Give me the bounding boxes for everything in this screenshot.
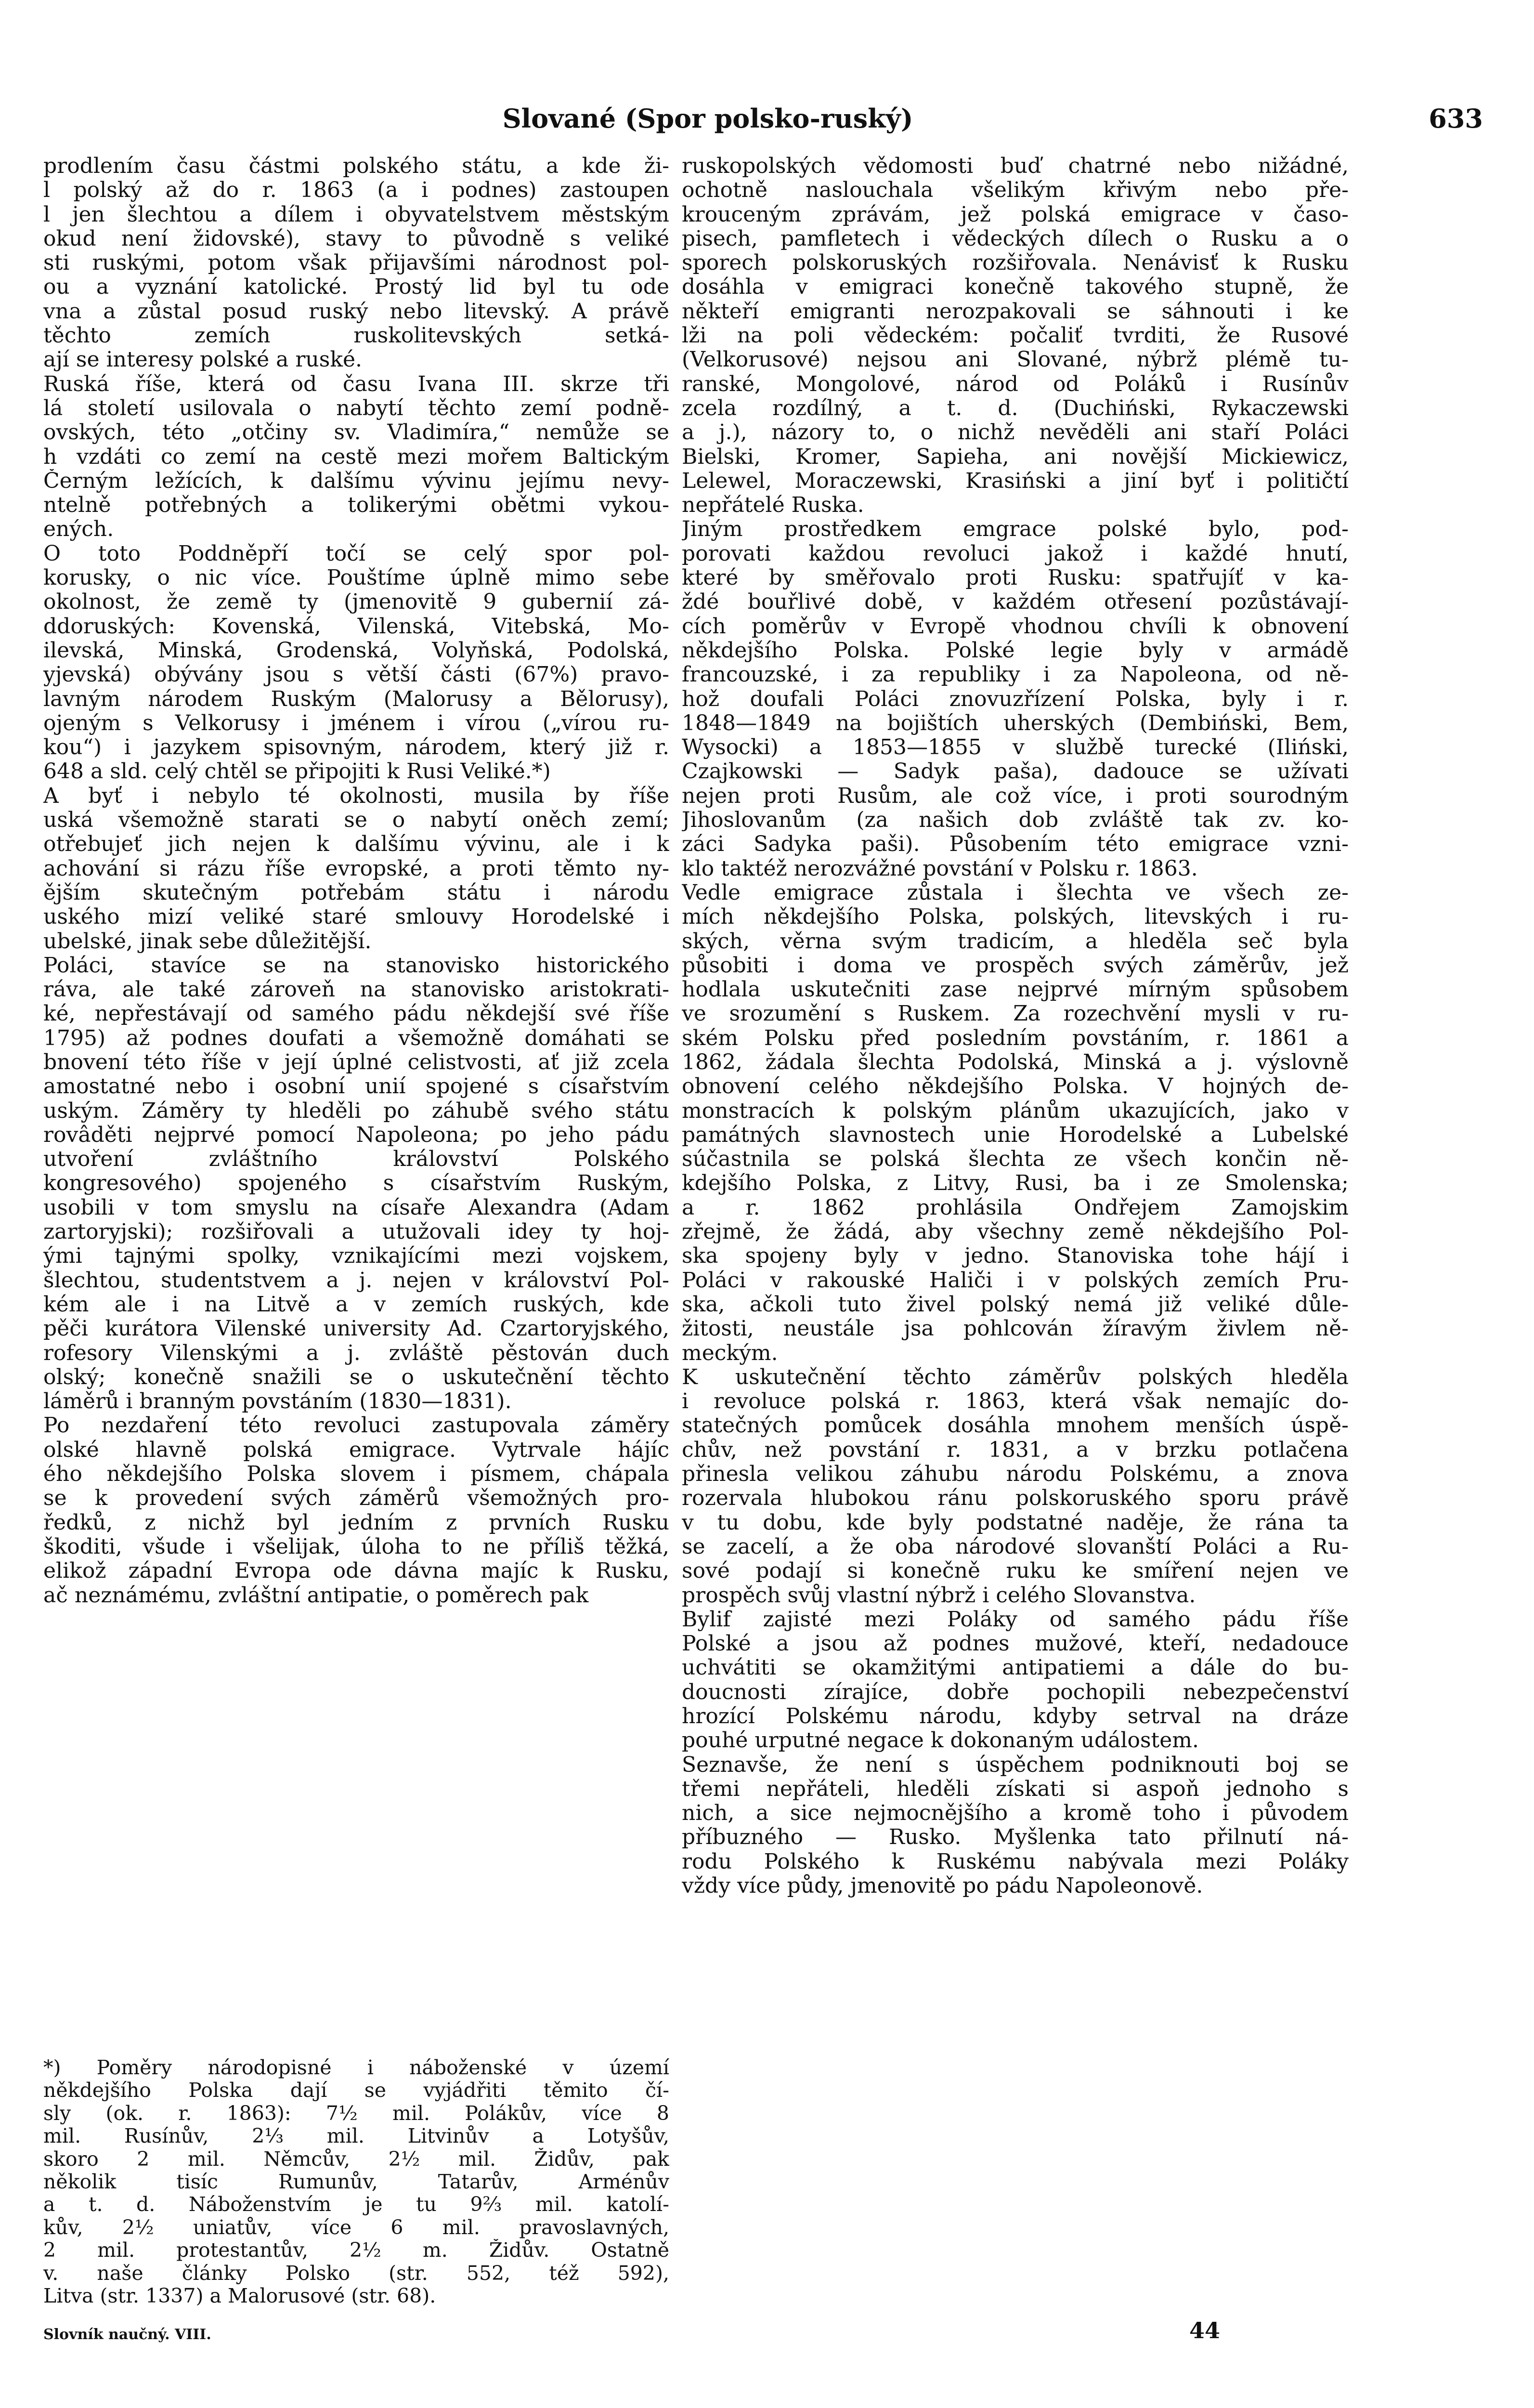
text-line: cích poměrův v Evropě vhodnou chvíli k obnovení xyxy=(682,614,1349,639)
text-line: ými tajnými spolky, vznikajícími mezi vojskem, xyxy=(43,1244,669,1269)
text-line: ějším skutečným potřebám státu i národu xyxy=(43,880,669,905)
text-line: ntelně potřebných a tolikerými obětmi vykou- xyxy=(43,493,669,518)
text-line: doucnosti zírajíce, dobře pochopili nebezpečenství xyxy=(682,1680,1349,1704)
text-line: přinesla velikou záhubu národu Polskému, a znova xyxy=(682,1462,1349,1487)
text-line: prospěch svůj vlastní nýbrž i celého Slovanstva. xyxy=(682,1583,1196,1608)
text-line: ovských, této „otčiny sv. Vladimíra,“ nemůže se xyxy=(43,420,669,445)
text-line: ždé bouřlivé době, v každém otřesení pozůstávají- xyxy=(682,590,1349,615)
text-line: achování si rázu říše evropské, a proti těmto ny- xyxy=(43,856,669,881)
text-line: uchvátiti se okamžitými antipatiemi a dále do bu- xyxy=(682,1656,1349,1680)
text-line: pěči kurátora Vilenské university Ad. Czartoryjského, xyxy=(43,1317,669,1341)
text-line: hodlala uskutečniti zase nejprvé mírným spůsobem xyxy=(682,978,1349,1002)
text-line: se k provedení svých záměrů všemožných pro- xyxy=(43,1486,669,1511)
text-line: nich, a sice nejmocnějšího a kromě toho i původem xyxy=(682,1801,1349,1826)
footnote-line: *) Poměry národopisné i náboženské v území xyxy=(43,2056,669,2079)
text-line: působiti i doma ve prospěch svých záměrův, jež xyxy=(682,953,1349,978)
text-line: vždy více půdy, jmenovitě po pádu Napoleonově. xyxy=(682,1874,1203,1898)
text-line: ském Polsku před posledním povstáním, r. 1861 a xyxy=(682,1026,1349,1050)
text-line: někdejšího Polska. Polské legie byly v armádě xyxy=(682,638,1349,663)
text-line: ač neznámému, zvláštní antipatie, o poměrech pak xyxy=(43,1583,589,1608)
text-line: rozervala hlubokou ránu polskoruského sporu právě xyxy=(682,1486,1349,1511)
footnote-line: někdejšího Polska dají se vyjádřiti těmito čí- xyxy=(43,2079,669,2102)
text-line: Jiným prostředkem emgrace polské bylo, pod- xyxy=(682,517,1349,542)
text-line: chův, než povstání r. 1831, a v brzku potlačena xyxy=(682,1438,1349,1462)
text-line: rodu Polského k Ruskému nabývala mezi Poláky xyxy=(682,1849,1349,1874)
text-line: šlechtou, studentstvem a j. nejen v království Pol- xyxy=(43,1268,669,1293)
text-line: O toto Poddněpří točí se celý spor pol- xyxy=(43,541,669,566)
text-line: korusky, o nic více. Pouštíme úplně mimo sebe xyxy=(43,566,669,590)
text-line: Jihoslovanům (za našich dob zvláště tak zv. ko- xyxy=(682,808,1349,833)
text-line: lá století usilovala o nabytí těchto zemí podně- xyxy=(43,396,669,420)
running-title: Slované (Spor polsko-ruský) xyxy=(502,103,913,134)
text-line: 648 a sld. celý chtěl se připojiti k Rusi Veliké.*) xyxy=(43,759,551,784)
text-line: žitosti, neustále jsa pohlcován žíravým živlem ně- xyxy=(682,1317,1349,1341)
text-line: olský; konečně snažili se o uskutečnění těchto xyxy=(43,1365,669,1389)
text-line: lavným národem Ruským (Malorusy a Bělorusy), xyxy=(43,687,669,711)
text-line: láměrů i branným povstáním (1830—1831). xyxy=(43,1389,512,1414)
text-line: meckým. xyxy=(682,1341,778,1365)
text-line: zřejmě, že žádá, aby všechny země někdejšího Pol- xyxy=(682,1220,1349,1244)
footnote-line: skoro 2 mil. Němcův, 2½ mil. Židův, pak xyxy=(43,2147,669,2171)
text-line: pisech, pamfletech i vědeckých dílech o Rusku a o xyxy=(682,226,1349,251)
text-line: ska, ačkoli tuto živel polský nemá již veliké důle- xyxy=(682,1292,1349,1317)
footnote-block xyxy=(43,2056,669,2307)
text-line: ených. xyxy=(43,517,114,542)
text-line: ají se interesy polské a ruské. xyxy=(43,348,363,372)
text-line: ddoruských: Kovenská, Vilenská, Vitebská, Mo- xyxy=(43,614,669,639)
footnote-line: kův, 2½ uniatův, více 6 mil. pravoslavných, xyxy=(43,2216,669,2239)
text-line: elikož západní Evropa ode dávna majíc k Rusku, xyxy=(43,1559,669,1584)
text-line: vna a zůstal posud ruský nebo litevský. A právě xyxy=(43,299,669,324)
text-line: ké, nepřestávají od samého pádu někdejší své říše xyxy=(43,1002,669,1026)
text-line: otřebujeť jich nejen k dalšímu vývinu, ale i k xyxy=(43,832,669,857)
footnote-line: několik tisíc Rumunův, Tatarův, Arménův xyxy=(43,2171,669,2194)
text-line: amostatné nebo i osobní unií spojené s císařstvím xyxy=(43,1074,669,1099)
text-line: 1795) až podnes doufati a všemožně domáhati se xyxy=(43,1026,669,1050)
text-line: klo taktéž nerozvážné povstání v Polsku r. 1863. xyxy=(682,856,1198,881)
text-line: někteří emigranti nerozpakovali se sáhnouti i ke xyxy=(682,299,1349,324)
text-line: nepřátelé Ruska. xyxy=(682,493,864,518)
text-line: i revoluce polská r. 1863, která však nemajíc do- xyxy=(682,1389,1349,1414)
text-line: které by směřovalo proti Rusku: spatřujíť v ka- xyxy=(682,566,1349,590)
text-line: ranské, Mongolové, národ od Poláků i Rusínův xyxy=(682,372,1349,396)
text-line: mích někdejšího Polska, polských, litevských i ru- xyxy=(682,905,1349,929)
text-line: 1848—1849 na bojištích uherských (Dembiński, Bem, xyxy=(682,711,1349,735)
text-line: sporech polskoruských rozšiřovala. Nenávisť k Rusku xyxy=(682,251,1349,275)
text-line: uského mizí veliké staré smlouvy Horodelské i xyxy=(43,905,669,929)
text-line: utvoření zvláštního království Polského xyxy=(43,1147,669,1172)
text-line: Lelewel, Moraczewski, Krasiński a jiní byť i političtí xyxy=(682,469,1349,493)
text-line: uská všemožně starati se o nabytí oněch zemí; xyxy=(43,808,669,833)
text-line: Czajkowski — Sadyk paša), dadouce se užívati xyxy=(682,759,1349,784)
text-line: zcela rozdílný, a t. d. (Duchiński, Rykaczewski xyxy=(682,396,1349,420)
text-line: olské hlavně polská emigrace. Vytrvale hájíc xyxy=(43,1438,669,1462)
text-line: nejen proti Rusům, ale což více, i proti sourodným xyxy=(682,784,1349,808)
text-line: Bylif zajisté mezi Poláky od samého pádu říše xyxy=(682,1607,1349,1632)
text-line: ého někdejšího Polska slovem i písmem, chápala xyxy=(43,1462,669,1487)
text-line: ska spojeny byly v jedno. Stanoviska tohe hájí i xyxy=(682,1244,1349,1269)
sheet-mark: 44 xyxy=(1189,2317,1221,2343)
text-line: monstracích k polským plánům ukazujících, jako v xyxy=(682,1099,1349,1123)
text-line: statečných pomůcek dosáhla mnohem menších úspě- xyxy=(682,1413,1349,1438)
text-line: bnovení této říše v její úplné celistvosti, ať již zcela xyxy=(43,1050,669,1074)
text-line: a r. 1862 prohlásila Ondřejem Zamojskim xyxy=(682,1195,1349,1220)
text-line: hož doufali Poláci znovuzřízení Polska, byly i r. xyxy=(682,687,1349,711)
text-line: ojeným s Velkorusy i jménem i vírou („vírou ru- xyxy=(43,711,669,735)
page-number: 633 xyxy=(1429,103,1483,134)
text-line: obnovení celého někdejšího Polska. V hojných de- xyxy=(682,1074,1349,1099)
text-line: dosáhla v emigraci konečně takového stupně, že xyxy=(682,275,1349,300)
text-line: sové podají si konečně ruku ke smíření nejen ve xyxy=(682,1559,1349,1584)
text-line: l polský až do r. 1863 (a i podnes) zastoupen xyxy=(43,178,669,203)
text-line: ou a vyznání katolické. Prostý lid byl tu ode xyxy=(43,275,669,300)
footnote-line: Litva (str. 1337) a Malorusové (str. 68). xyxy=(43,2285,436,2308)
right-column xyxy=(682,154,1349,1898)
text-line: ve srozumění s Ruskem. Za rozechvění mysli v ru- xyxy=(682,1002,1349,1026)
text-line: Po nezdaření této revoluci zastupovala záměry xyxy=(43,1413,669,1438)
text-line: francouzské, i za republiky i za Napoleona, od ně- xyxy=(682,663,1349,687)
text-line: třemi nepřáteli, hleděli získati si aspoň jednoho s xyxy=(682,1777,1349,1801)
text-line: rofesory Vilenskými a j. zvláště pěstován duch xyxy=(43,1341,669,1365)
text-line: Seznavše, že není s úspěchem podniknouti boj se xyxy=(682,1753,1349,1777)
text-line: lži na poli vědeckém: počaliť tvrditi, že Rusové xyxy=(682,324,1349,348)
text-line: yjevská) obývány jsou s větší části (67%) pravo- xyxy=(43,663,669,687)
text-line: kdejšího Polska, z Litvy, Rusi, ba i ze Smolenska; xyxy=(682,1171,1349,1196)
text-line: Černým ležících, k dalšímu vývinu jejímu nevy- xyxy=(43,469,669,493)
text-line: příbuzného — Rusko. Myšlenka tato přilnutí ná- xyxy=(682,1825,1349,1850)
footnote-line: 2 mil. protestantův, 2½ m. Židův. Ostatně xyxy=(43,2239,669,2262)
text-line: A byť i nebylo té okolnosti, musila by říše xyxy=(43,784,669,808)
text-line: prodlením času částmi polského státu, a kde ži- xyxy=(43,154,669,178)
text-line: ských, věrna svým tradicím, a hleděla seč byla xyxy=(682,929,1349,954)
footnote-line: v. naše články Polsko (str. 552, též 592), xyxy=(43,2262,669,2285)
text-line: těchto zemích ruskolitevských setká- xyxy=(43,324,669,348)
text-line: okolnost, že země ty (jmenovitě 9 gubernií zá- xyxy=(43,590,669,615)
text-line: ochotně naslouchala všelikým křivým nebo pře- xyxy=(682,178,1349,203)
text-line: a j.), názory to, o nichž nevěděli ani staří Poláci xyxy=(682,420,1349,445)
text-line: Wysocki) a 1853—1855 v službě turecké (Iliński, xyxy=(682,735,1349,760)
text-line: porovati každou revoluci jakož i každé hnutí, xyxy=(682,541,1349,566)
text-line: ruskopolských vědomosti buď chatrné nebo nižádné, xyxy=(682,154,1349,178)
text-line: krouceným zprávám, jež polská emigrace v časo- xyxy=(682,202,1349,227)
text-line: (Velkorusové) nejsou ani Slované, nýbrž plémě tu- xyxy=(682,348,1349,372)
text-line: ředků, z nichž byl jedním z prvních Rusku xyxy=(43,1510,669,1535)
text-line: Polské a jsou až podnes mužové, kteří, nedadouce xyxy=(682,1632,1349,1656)
text-line: Poláci, stavíce se na stanovisko historického xyxy=(43,953,669,978)
footnote-line: a t. d. Náboženstvím je tu 9⅔ mil. katolí- xyxy=(43,2193,669,2216)
running-header xyxy=(43,103,1483,142)
text-line: památných slavnostech unie Horodelské a Lubelské xyxy=(682,1123,1349,1147)
left-column xyxy=(43,154,669,1608)
text-line: okud není židovské), stavy to původně s veliké xyxy=(43,226,669,251)
text-line: rovâděti nejprvé pomocí Napoleona; po jeho pádu xyxy=(43,1123,669,1147)
text-line: súčastnila se polská šlechta ze všech končin ně- xyxy=(682,1147,1349,1172)
footnote-line: sly (ok. r. 1863): 7½ mil. Polákův, více 8 xyxy=(43,2102,669,2125)
text-line: kou“) i jazykem spisovným, národem, který již r. xyxy=(43,735,669,760)
text-line: sti ruskými, potom však přijavšími národnost pol- xyxy=(43,251,669,275)
text-line: záci Sadyka paši). Působením této emigrace vzni- xyxy=(682,832,1349,857)
text-line: h vzdáti co zemí na cestě mezi mořem Baltickým xyxy=(43,445,669,469)
text-line: uským. Záměry ty hleděli po záhubě svého státu xyxy=(43,1099,669,1123)
text-line: Vedle emigrace zůstala i šlechta ve všech ze- xyxy=(682,880,1349,905)
text-line: ubelské, jinak sebe důležitější. xyxy=(43,929,372,954)
text-line: K uskutečnění těchto záměrův polských hleděla xyxy=(682,1365,1349,1389)
text-line: škoditi, všude i všelijak, úloha to ne příliš těžká, xyxy=(43,1534,669,1559)
text-line: kém ale i na Litvě a v zemích ruských, kde xyxy=(43,1292,669,1317)
text-line: Ruská říše, která od času Ivana III. skrze tři xyxy=(43,372,669,396)
text-line: ilevská, Minská, Grodenská, Volyňská, Podolská, xyxy=(43,638,669,663)
text-line: kongresového) spojeného s císařstvím Ruským, xyxy=(43,1171,669,1196)
text-line: 1862, žádala šlechta Podolská, Minská a j. výslovně xyxy=(682,1050,1349,1074)
text-line: usobili v tom smyslu na císaře Alexandra (Adam xyxy=(43,1195,669,1220)
footnote-line: mil. Rusínův, 2⅓ mil. Litvinův a Lotyšův, xyxy=(43,2125,669,2148)
text-line: v tu dobu, kde byly podstatné naděje, že rána ta xyxy=(682,1510,1349,1535)
sheet-signature: Slovník naučný. VIII. xyxy=(43,2326,211,2343)
text-line: Bielski, Kromer, Sapieha, ani novější Mickiewicz, xyxy=(682,445,1349,469)
text-line: zartoryjski); rozšiřovali a utužovali idey ty hoj- xyxy=(43,1220,669,1244)
text-line: Poláci v rakouské Haliči i v polských zemích Pru- xyxy=(682,1268,1349,1293)
text-line: l jen šlechtou a dílem i obyvatelstvem městským xyxy=(43,202,669,227)
text-line: hrozící Polskému národu, kdyby setrval na dráze xyxy=(682,1704,1349,1728)
text-line: pouhé urputné negace k dokonaným událostem. xyxy=(682,1728,1199,1753)
text-line: se zacelí, a že oba národové slovanští Poláci a Ru- xyxy=(682,1534,1349,1559)
text-line: ráva, ale také zároveň na stanovisko aristokrati- xyxy=(43,978,669,1002)
